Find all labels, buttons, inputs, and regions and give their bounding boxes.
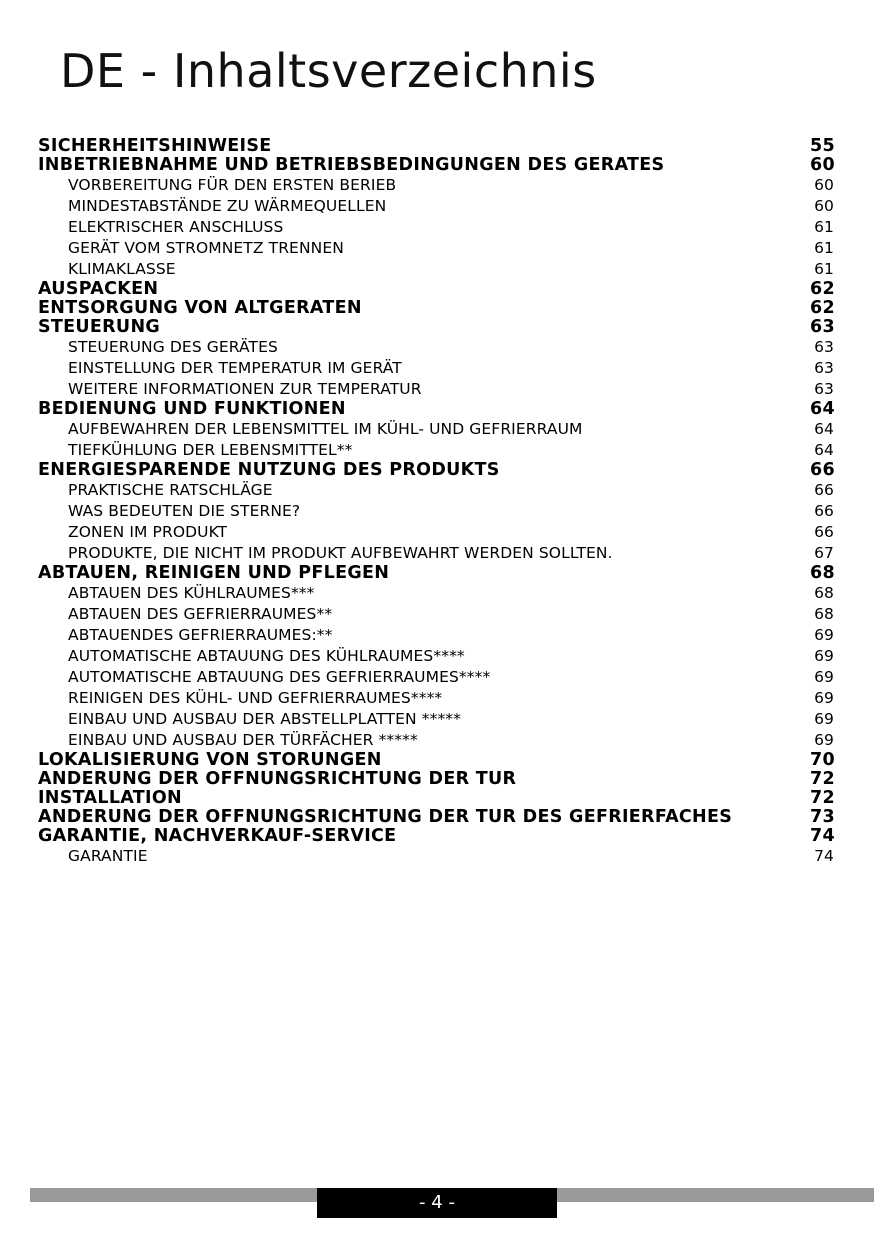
toc-entry-label: GARANTIE, NACHVERKAUF-SERVICE <box>38 827 397 846</box>
toc-entry-label: INBETRIEBNAHME UND BETRIEBSBEDINGUNGEN DES GERÄTES <box>38 156 665 175</box>
toc-chapter-entry[interactable] <box>38 156 835 175</box>
toc-entry-label: VORBEREITUNG FÜR DEN ERSTEN BERIEB <box>68 176 397 194</box>
toc-section-entry[interactable] <box>38 709 835 730</box>
toc-entry-label: AUTOMATISCHE ABTAUUNG DES GEFRIERRAUMES**** <box>68 668 491 686</box>
toc-section-entry[interactable] <box>38 688 835 709</box>
toc-chapter-entry[interactable] <box>38 280 835 299</box>
toc-page-number: 69 <box>814 710 834 728</box>
toc-page-number: 74 <box>810 826 835 846</box>
toc-page-number: 63 <box>810 317 835 337</box>
toc-section-entry[interactable] <box>38 259 835 280</box>
toc-entry-label: TIEFKÜHLUNG DER LEBENSMITTEL** <box>68 441 353 459</box>
toc-section-entry[interactable] <box>38 419 835 440</box>
toc-entry-label: ABTAUEN DES KÜHLRAUMES*** <box>68 584 315 602</box>
toc-entry-label: PRODUKTE, DIE NICHT IM PRODUKT AUFBEWAHRT WERDEN SOLLTEN. <box>68 544 613 562</box>
toc-page-number: 72 <box>810 788 835 808</box>
toc-page-number: 63 <box>814 338 834 356</box>
toc-entry-label: EINBAU UND AUSBAU DER ABSTELLPLATTEN ***** <box>68 710 461 728</box>
toc-section-entry[interactable] <box>38 196 835 217</box>
toc-section-entry[interactable] <box>38 667 835 688</box>
toc-page-number: 61 <box>814 239 834 257</box>
toc-page-number: 66 <box>810 460 835 480</box>
toc-chapter-entry[interactable] <box>38 770 835 789</box>
table-of-contents <box>38 137 835 867</box>
toc-entry-label: BEDIENUNG UND FUNKTIONEN <box>38 400 346 419</box>
toc-section-entry[interactable] <box>38 625 835 646</box>
toc-entry-label: ABTAUEN DES GEFRIERRAUMES** <box>68 605 333 623</box>
toc-section-entry[interactable] <box>38 358 835 379</box>
toc-page-number: 67 <box>814 544 834 562</box>
toc-chapter-entry[interactable] <box>38 137 835 156</box>
footer-page-number: - 4 - <box>317 1188 557 1218</box>
toc-section-entry[interactable] <box>38 522 835 543</box>
toc-page-number: 66 <box>814 523 834 541</box>
toc-entry-label: ÄNDERUNG DER ÖFFNUNGSRICHTUNG DER TÜR DES GEFRIERFACHES <box>38 808 733 827</box>
toc-page-number: 60 <box>810 155 835 175</box>
toc-entry-label: AUTOMATISCHE ABTAUUNG DES KÜHLRAUMES**** <box>68 647 465 665</box>
toc-chapter-entry[interactable] <box>38 461 835 480</box>
toc-page-number: 60 <box>814 176 834 194</box>
toc-page-number: 66 <box>814 481 834 499</box>
page-title: DE - Inhaltsverzeichnis <box>60 44 597 98</box>
toc-section-entry[interactable] <box>38 217 835 238</box>
toc-chapter-entry[interactable] <box>38 564 835 583</box>
toc-section-entry[interactable] <box>38 379 835 400</box>
toc-chapter-entry[interactable] <box>38 318 835 337</box>
toc-page-number: 68 <box>814 584 834 602</box>
toc-page-number: 64 <box>814 441 834 459</box>
toc-chapter-entry[interactable] <box>38 400 835 419</box>
toc-section-entry[interactable] <box>38 175 835 196</box>
toc-entry-label: KLIMAKLASSE <box>68 260 176 278</box>
toc-page-number: 68 <box>814 605 834 623</box>
toc-entry-label: GARANTIE <box>68 847 148 865</box>
toc-section-entry[interactable] <box>38 730 835 751</box>
toc-page-number: 62 <box>810 279 835 299</box>
toc-entry-label: GERÄT VOM STROMNETZ TRENNEN <box>68 239 344 257</box>
toc-page-number: 63 <box>814 359 834 377</box>
toc-section-entry[interactable] <box>38 583 835 604</box>
toc-entry-label: AUFBEWAHREN DER LEBENSMITTEL IM KÜHL- UND GEFRIERRAUM <box>68 420 583 438</box>
toc-section-entry[interactable] <box>38 846 835 867</box>
toc-page-number: 60 <box>814 197 834 215</box>
toc-entry-label: ELEKTRISCHER ANSCHLUSS <box>68 218 284 236</box>
toc-page-number: 61 <box>814 260 834 278</box>
toc-chapter-entry[interactable] <box>38 827 835 846</box>
toc-section-entry[interactable] <box>38 238 835 259</box>
toc-section-entry[interactable] <box>38 337 835 358</box>
toc-section-entry[interactable] <box>38 604 835 625</box>
toc-entry-label: ÄNDERUNG DER ÖFFNUNGSRICHTUNG DER TÜR <box>38 770 517 789</box>
toc-entry-label: EINBAU UND AUSBAU DER TÜRFÄCHER ***** <box>68 731 418 749</box>
toc-entry-label: EINSTELLUNG DER TEMPERATUR IM GERÄT <box>68 359 402 377</box>
toc-page-number: 69 <box>814 626 834 644</box>
toc-entry-label: ENTSORGUNG VON ALTGERÄTEN <box>38 299 362 318</box>
toc-section-entry[interactable] <box>38 543 835 564</box>
toc-page-number: 69 <box>814 668 834 686</box>
toc-entry-label: STEUERUNG <box>38 318 161 337</box>
toc-chapter-entry[interactable] <box>38 789 835 808</box>
toc-entry-label: INSTALLATION <box>38 789 182 808</box>
toc-section-entry[interactable] <box>38 480 835 501</box>
toc-page-number: 69 <box>814 731 834 749</box>
toc-chapter-entry[interactable] <box>38 751 835 770</box>
toc-page-number: 64 <box>810 399 835 419</box>
toc-page-number: 74 <box>814 847 834 865</box>
toc-chapter-entry[interactable] <box>38 299 835 318</box>
toc-entry-label: WEITERE INFORMATIONEN ZUR TEMPERATUR <box>68 380 422 398</box>
toc-page-number: 64 <box>814 420 834 438</box>
toc-entry-label: ABTAUENDES GEFRIERRAUMES:** <box>68 626 333 644</box>
toc-entry-label: ZONEN IM PRODUKT <box>68 523 228 541</box>
toc-section-entry[interactable] <box>38 440 835 461</box>
toc-page-number: 62 <box>810 298 835 318</box>
toc-entry-label: PRAKTISCHE RATSCHLÄGE <box>68 481 273 499</box>
toc-entry-label: ENERGIESPARENDE NUTZUNG DES PRODUKTS <box>38 461 500 480</box>
toc-page-number: 66 <box>814 502 834 520</box>
toc-section-entry[interactable] <box>38 501 835 522</box>
toc-page-number: 70 <box>810 750 835 770</box>
toc-page-number: 72 <box>810 769 835 789</box>
toc-page-number: 55 <box>810 136 835 156</box>
toc-page-number: 61 <box>814 218 834 236</box>
toc-entry-label: STEUERUNG DES GERÄTES <box>68 338 278 356</box>
toc-page-number: 69 <box>814 647 834 665</box>
toc-entry-label: WAS BEDEUTEN DIE STERNE? <box>68 502 301 520</box>
toc-entry-label: AUSPACKEN <box>38 280 159 299</box>
toc-chapter-entry[interactable] <box>38 808 835 827</box>
toc-entry-label: REINIGEN DES KÜHL- UND GEFRIERRAUMES**** <box>68 689 443 707</box>
toc-page-number: 69 <box>814 689 834 707</box>
toc-entry-label: ABTAUEN, REINIGEN UND PFLEGEN <box>38 564 390 583</box>
toc-section-entry[interactable] <box>38 646 835 667</box>
toc-page-number: 63 <box>814 380 834 398</box>
toc-entry-label: SICHERHEITSHINWEISE <box>38 137 272 156</box>
toc-entry-label: MINDESTABSTÄNDE ZU WÄRMEQUELLEN <box>68 197 387 215</box>
toc-entry-label: LOKALISIERUNG VON STÖRUNGEN <box>38 751 382 770</box>
toc-page-number: 68 <box>810 563 835 583</box>
toc-page-number: 73 <box>810 807 835 827</box>
